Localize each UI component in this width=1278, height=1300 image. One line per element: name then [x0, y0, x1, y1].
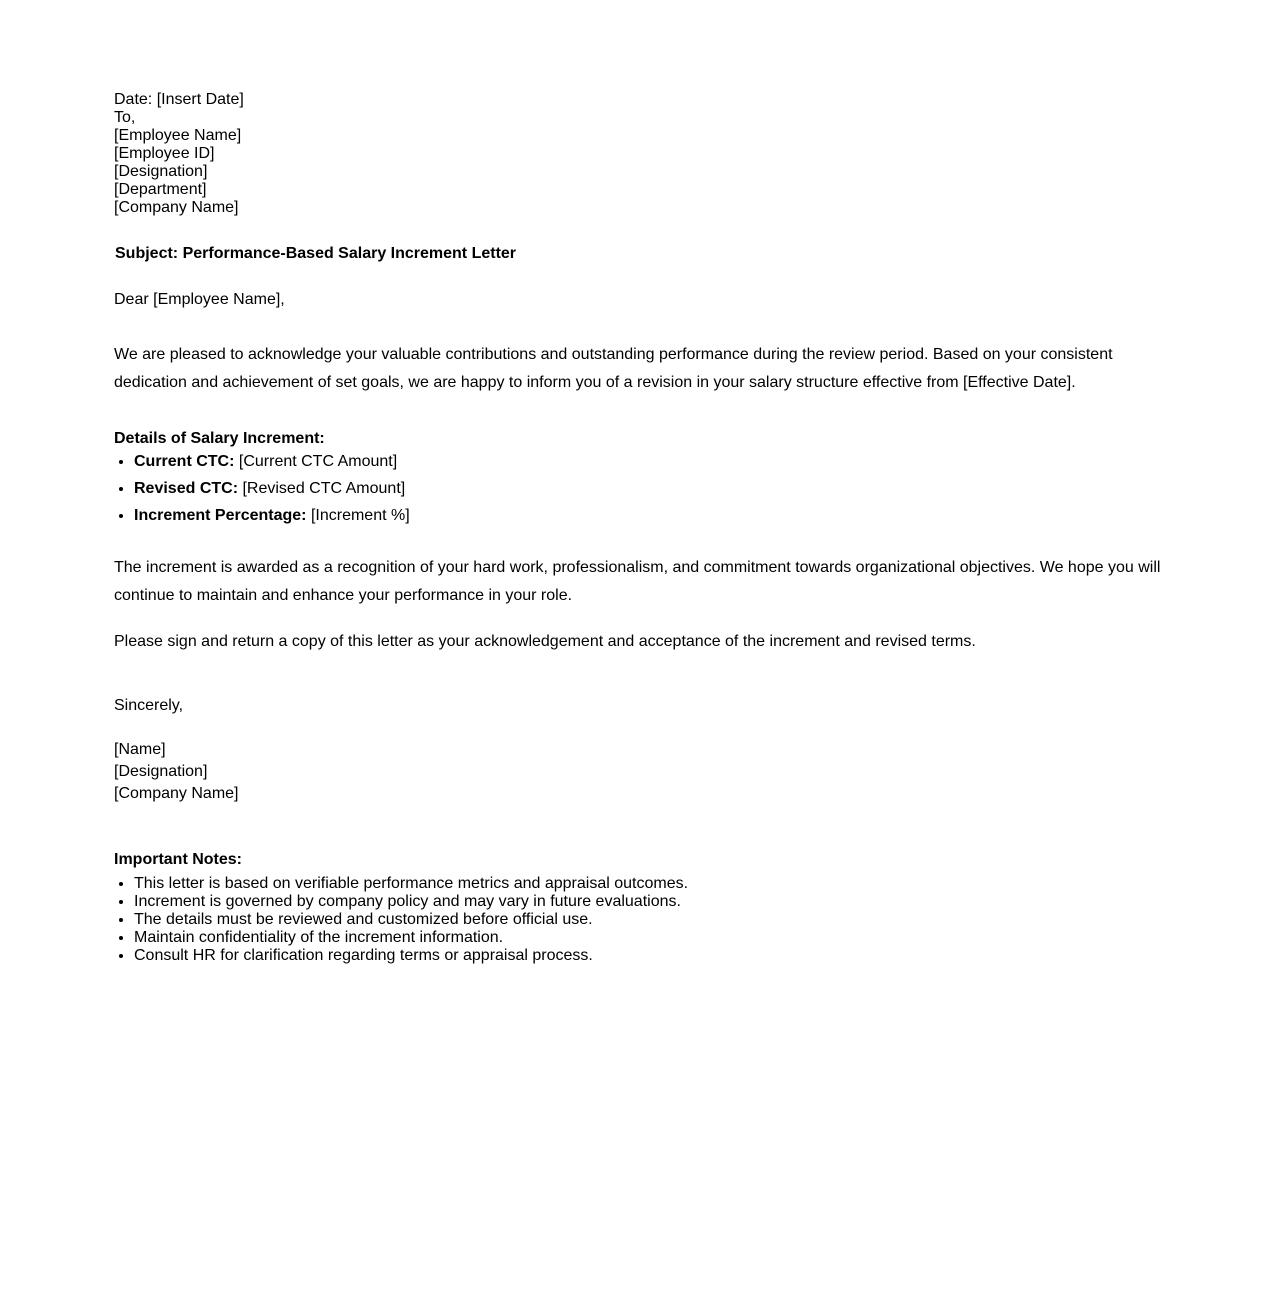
signatory-name: [Name]: [114, 741, 166, 758]
date-line: Date: [Insert Date]: [114, 91, 244, 108]
employee-name: [Employee Name]: [114, 127, 242, 144]
increment-details-heading: Details of Salary Increment:: [114, 430, 325, 447]
list-item: • Maintain confidentiality of the increment information.: [134, 929, 1174, 947]
employee-department: [Department]: [114, 181, 207, 198]
greeting: Dear [Employee Name],: [114, 291, 285, 308]
list-item-value: [Revised CTC Amount]: [238, 480, 406, 497]
list-item: • Consult HR for clarification regarding terms or appraisal process.: [134, 947, 1174, 965]
list-item-value: [Current CTC Amount]: [234, 453, 398, 470]
signature-block: [114, 739, 1174, 805]
list-item: • Increment is governed by company policy and may vary in future evaluations.: [134, 893, 1174, 911]
to-line: To,: [114, 109, 136, 126]
employee-designation: [Designation]: [114, 163, 208, 180]
list-item: • The details must be reviewed and customized before official use.: [134, 911, 1174, 929]
list-item-label: Current CTC:: [134, 453, 235, 470]
letter-document: [114, 91, 1174, 965]
intro-paragraph: We are pleased to acknowledge your valuable contributions and outstanding performance during the review period. Based on your consistent dedication and achievement of set goals, we are happy to inform you of a revision in your salary structure effective from [Effective Date].: [114, 346, 1113, 391]
list-item: [134, 502, 1174, 529]
recognition-paragraph: The increment is awarded as a recognition of your hard work, professionalism, and commitment towards organizational objectives. We hope you will continue to maintain and enhance your performance in your role.: [114, 559, 1161, 604]
closing: Sincerely,: [114, 697, 184, 714]
signatory-company-name: [Company Name]: [114, 785, 239, 802]
employee-company-name: [Company Name]: [114, 199, 239, 216]
important-notes-heading: Important Notes:: [114, 851, 242, 868]
list-item-value: [Increment %]: [306, 507, 410, 524]
list-item-label: Increment Percentage:: [134, 507, 307, 524]
list-item-label: Revised CTC:: [134, 480, 239, 497]
signatory-designation: [Designation]: [114, 763, 208, 780]
subject-line: Subject: Performance-Based Salary Increment Letter: [115, 245, 517, 262]
list-item: [134, 448, 1174, 475]
employee-id: [Employee ID]: [114, 145, 215, 162]
list-item: • This letter is based on verifiable performance metrics and appraisal outcomes.: [134, 875, 1174, 893]
increment-details-list: [114, 448, 1174, 529]
important-notes-list: [114, 875, 1174, 965]
address-block: [114, 91, 1174, 217]
list-item: [134, 475, 1174, 502]
acknowledgement-paragraph: Please sign and return a copy of this letter as your acknowledgement and acceptance of the increment and revised terms.: [114, 633, 976, 650]
